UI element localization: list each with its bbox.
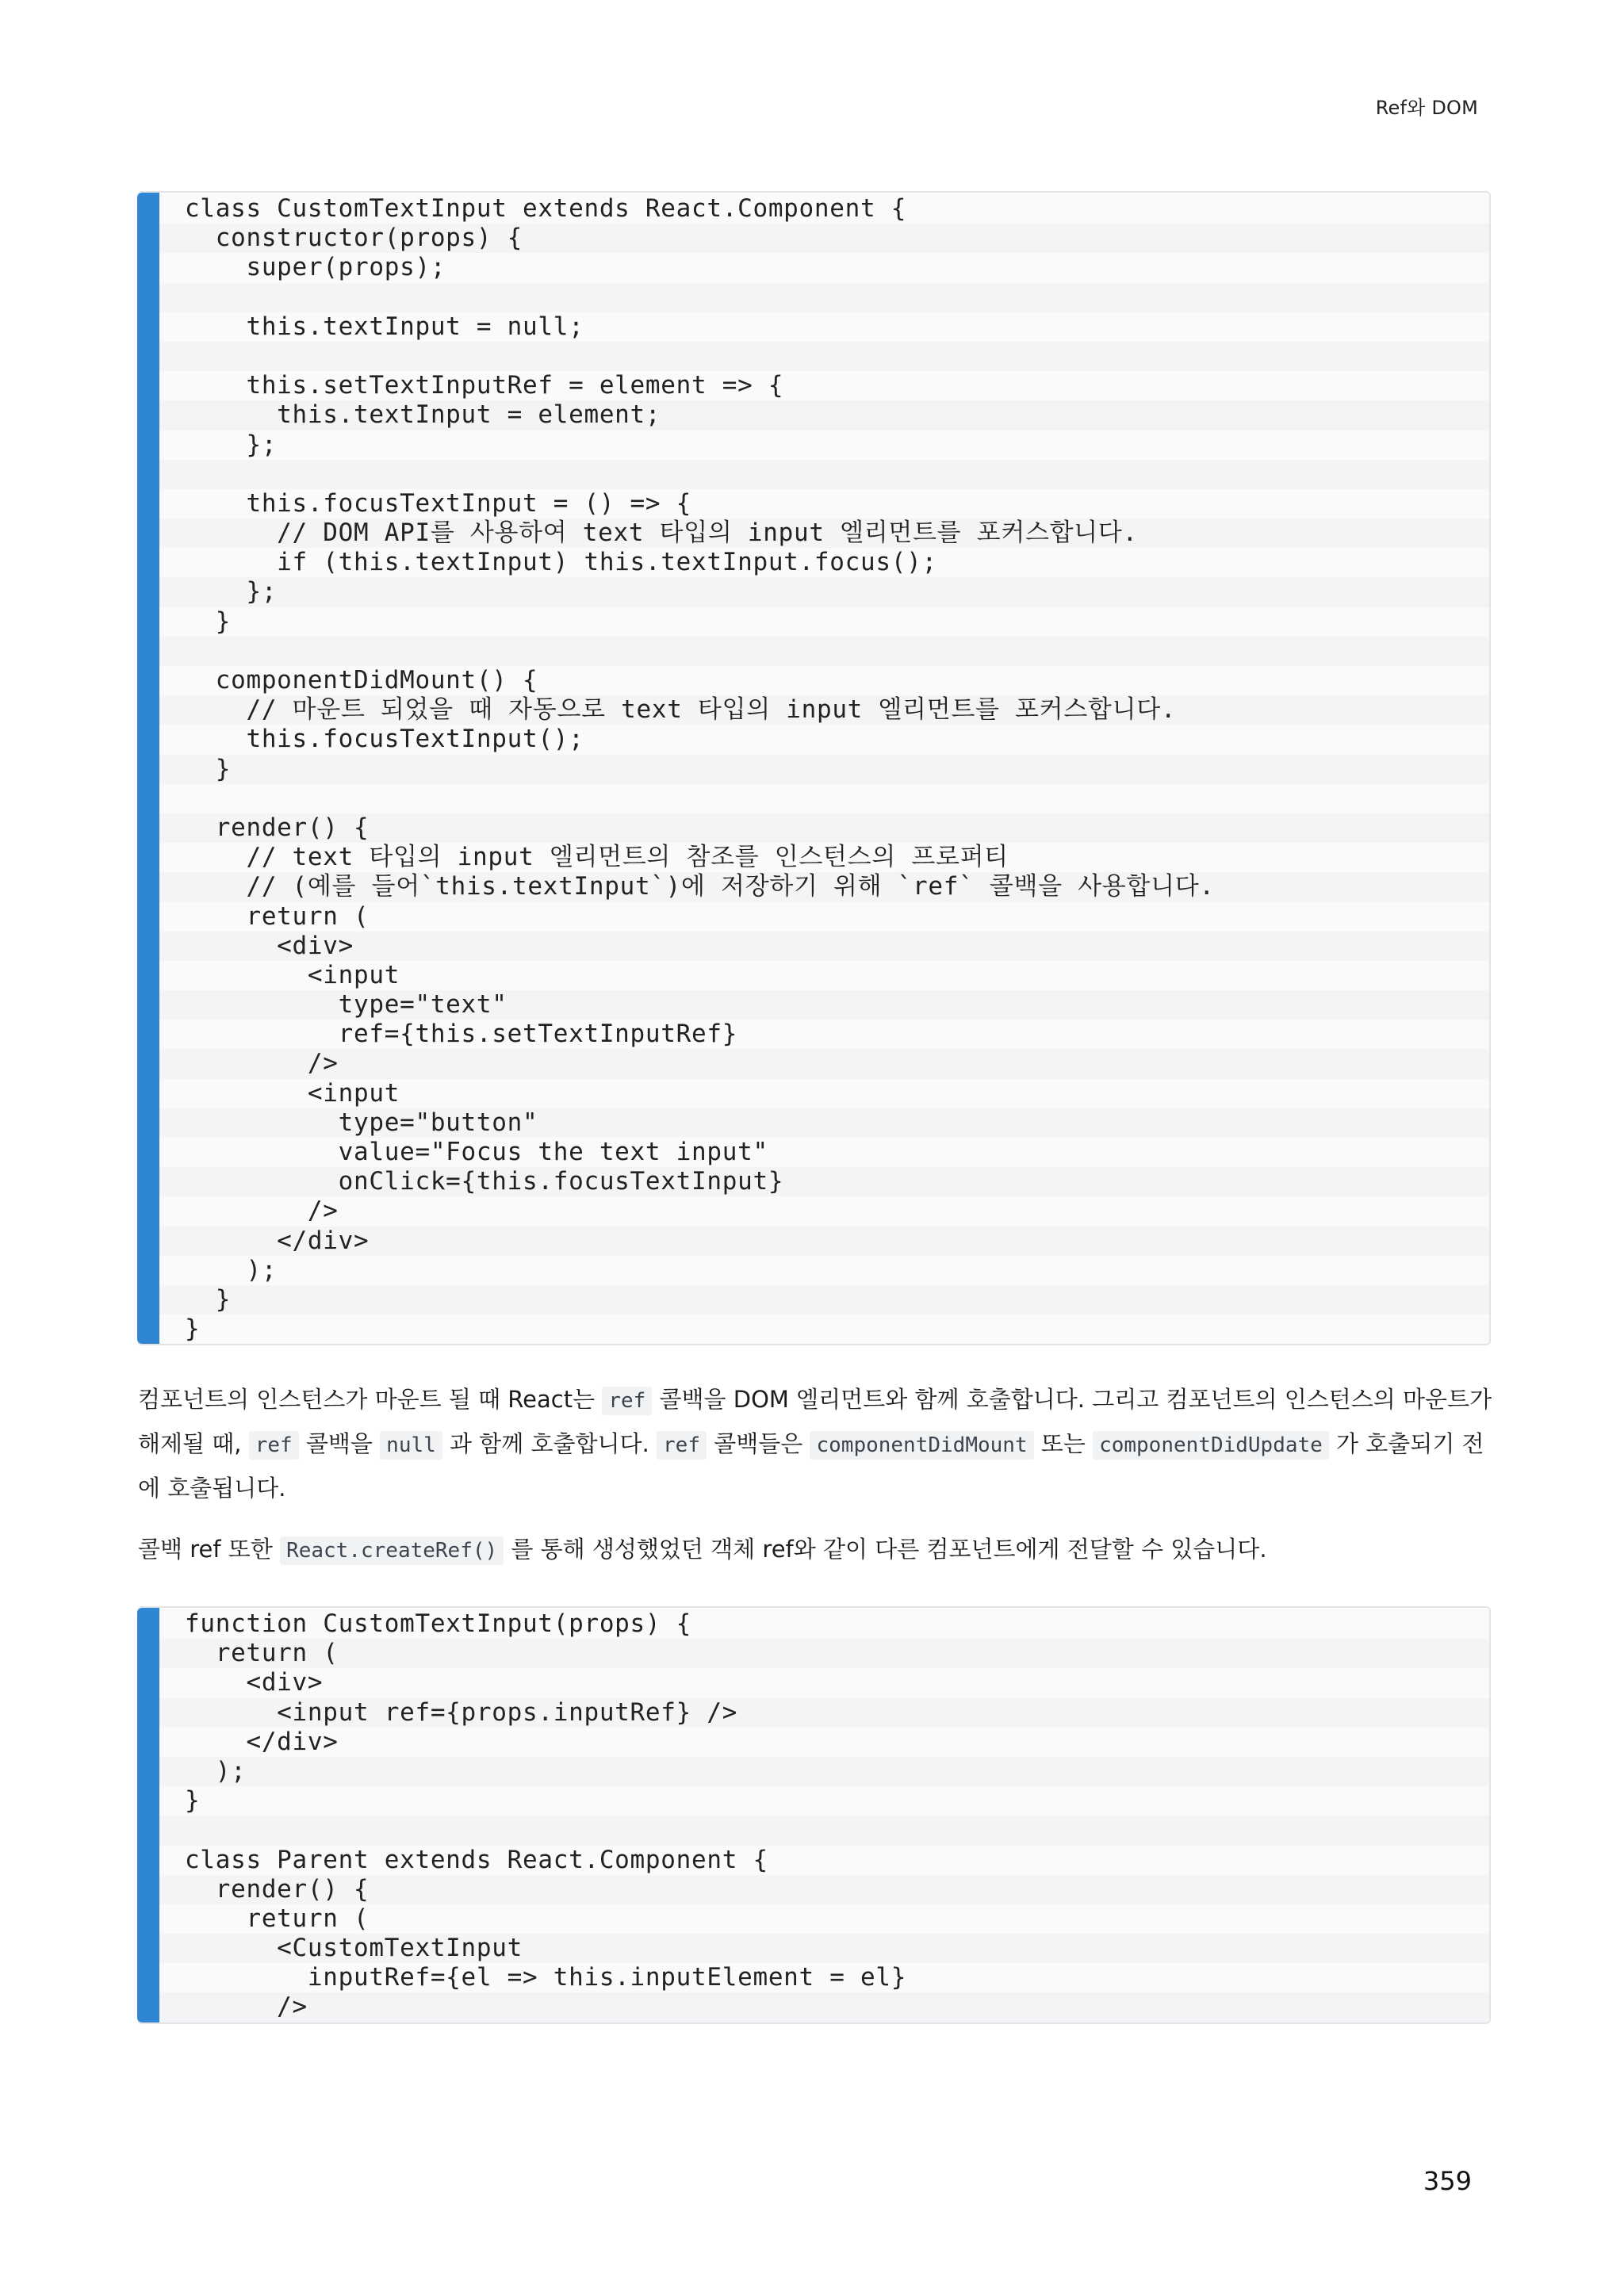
code-line: type="text" <box>159 990 1489 1020</box>
code-line: value="Focus the text input" <box>159 1138 1489 1167</box>
code-line: } <box>159 755 1489 784</box>
code-line <box>159 784 1489 813</box>
code-line: /> <box>159 1992 1489 2022</box>
code-line: <input ref={props.inputRef} /> <box>159 1698 1489 1728</box>
paragraph-text: 또는 <box>1033 1430 1094 1457</box>
running-header: Ref와 DOM <box>1375 97 1478 119</box>
code-block-custom-text-input <box>137 191 1491 1345</box>
paragraph-text: 콜백을 DOM 엘리먼트와 함께 호출합니다. 그리고 컴포넌트의 인스턴스의 마운트가 해제될 때, <box>138 1386 1492 1457</box>
code-line: inputRef={el => this.inputElement = el} <box>159 1963 1489 1992</box>
code-line: // text 타입의 input 엘리먼트의 참조를 인스턴스의 프로퍼티 <box>159 843 1489 872</box>
code-block-parent-component <box>137 1606 1491 2024</box>
paragraph-ref-callback-timing <box>138 1378 1494 1510</box>
code-line: /> <box>159 1196 1489 1226</box>
code-line: return ( <box>159 902 1489 932</box>
code-line <box>159 1816 1489 1845</box>
paragraph-text: 과 함께 호출합니다. <box>442 1430 657 1457</box>
code-block-accent-bar <box>137 193 159 1344</box>
code-line: return ( <box>159 1904 1489 1934</box>
page-number: 359 <box>1423 2166 1472 2196</box>
code-line: } <box>159 1786 1489 1816</box>
inline-code-null: null <box>380 1431 442 1460</box>
code-line: this.setTextInputRef = element => { <box>159 371 1489 400</box>
code-line: }; <box>159 577 1489 607</box>
code-line: <input <box>159 1079 1489 1108</box>
code-line: <div> <box>159 932 1489 961</box>
code-line: this.textInput = null; <box>159 312 1489 342</box>
code-line: <input <box>159 961 1489 990</box>
code-line: } <box>159 1285 1489 1314</box>
code-line: <CustomTextInput <box>159 1934 1489 1963</box>
code-line: super(props); <box>159 253 1489 282</box>
code-line <box>159 283 1489 312</box>
code-line <box>159 342 1489 371</box>
code-line: render() { <box>159 1875 1489 1904</box>
paragraph-callback-ref-passing <box>138 1528 1494 1572</box>
paragraph-text: 가 호출되기 전에 호출됩니다. <box>138 1430 1484 1502</box>
paragraph-text: 콜백들은 <box>706 1430 810 1457</box>
code-line: } <box>159 607 1489 637</box>
inline-code-ref: ref <box>657 1431 707 1460</box>
code-line <box>159 637 1489 666</box>
code-line: class CustomTextInput extends React.Component { <box>159 194 1489 224</box>
code-lines <box>159 1608 1489 2022</box>
code-line: </div> <box>159 1728 1489 1757</box>
code-line: render() { <box>159 813 1489 843</box>
code-line: this.focusTextInput = () => { <box>159 489 1489 519</box>
code-line: constructor(props) { <box>159 224 1489 253</box>
code-line: }; <box>159 430 1489 460</box>
paragraph-text: 컴포넌트의 인스턴스가 마운트 될 때 React는 <box>138 1386 603 1413</box>
code-line: this.focusTextInput(); <box>159 725 1489 754</box>
code-lines <box>159 193 1489 1344</box>
code-line: ); <box>159 1256 1489 1285</box>
code-line: onClick={this.focusTextInput} <box>159 1167 1489 1196</box>
inline-code-ref: ref <box>602 1387 652 1415</box>
code-line: <div> <box>159 1668 1489 1697</box>
code-line: /> <box>159 1049 1489 1078</box>
code-line: if (this.textInput) this.textInput.focus(); <box>159 548 1489 577</box>
code-line: </div> <box>159 1226 1489 1256</box>
code-line: return ( <box>159 1639 1489 1668</box>
code-line <box>159 460 1489 489</box>
inline-code-component-did-update: componentDidUpdate <box>1093 1431 1329 1460</box>
code-line: } <box>159 1314 1489 1344</box>
inline-code-create-ref: React.createRef() <box>280 1536 504 1565</box>
paragraph-text: 를 통해 생성했었던 객체 ref와 같이 다른 컴포넌트에게 전달할 수 있습니다. <box>504 1536 1267 1563</box>
code-line: class Parent extends React.Component { <box>159 1846 1489 1875</box>
paragraph-text: 콜백 ref 또한 <box>138 1536 281 1563</box>
code-line: // (예를 들어`this.textInput`)에 저장하기 위해 `ref` 콜백을 사용합니다. <box>159 872 1489 901</box>
code-line: // DOM API를 사용하여 text 타입의 input 엘리먼트를 포커스합니다. <box>159 519 1489 548</box>
inline-code-ref: ref <box>249 1431 299 1460</box>
code-line: // 마운트 되었을 때 자동으로 text 타입의 input 엘리먼트를 포커스합니다. <box>159 695 1489 725</box>
code-line: function CustomTextInput(props) { <box>159 1609 1489 1639</box>
code-line: type="button" <box>159 1108 1489 1138</box>
code-line: ref={this.setTextInputRef} <box>159 1020 1489 1049</box>
code-line: this.textInput = element; <box>159 400 1489 430</box>
inline-code-component-did-mount: componentDidMount <box>810 1431 1033 1460</box>
code-block-accent-bar <box>137 1608 159 2022</box>
code-line: componentDidMount() { <box>159 666 1489 695</box>
code-line: ); <box>159 1757 1489 1786</box>
paragraph-text: 콜백을 <box>298 1430 381 1457</box>
